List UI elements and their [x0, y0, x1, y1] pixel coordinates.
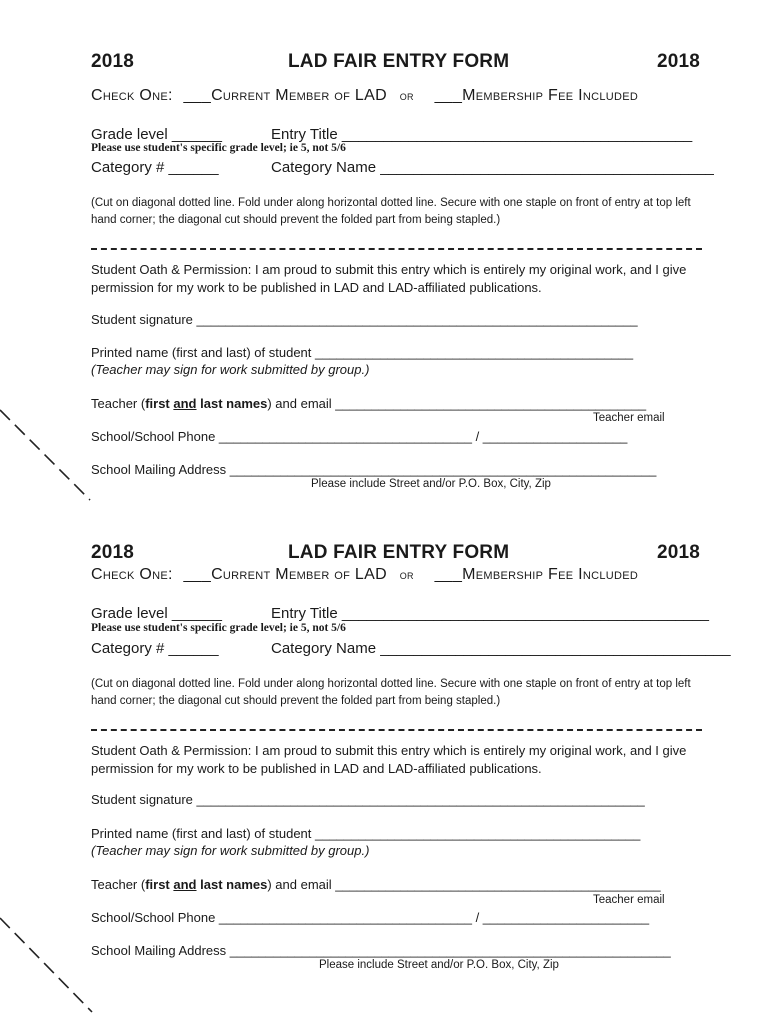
year-left: 2018 [91, 51, 135, 72]
teacher-last: last names [200, 396, 268, 411]
student-oath: Student Oath & Permission: I am proud to submit this entry which is entirely my original work, and I give permission for my work to be published in LAD and LAD-affiliated publications. [91, 262, 687, 295]
grade-level-field[interactable]: Grade level ______ [91, 605, 222, 622]
diagonal-cut-line [0, 910, 100, 1020]
teacher-first: first [145, 396, 170, 411]
student-signature-field[interactable]: Student signature _____________________________________________________________ [91, 312, 638, 327]
teacher-last: last names [200, 877, 268, 892]
mailing-address-field[interactable]: School Mailing Address ___________________________________________________________ [91, 462, 657, 477]
form-title: LAD FAIR ENTRY FORM [288, 51, 510, 72]
teacher-name-email-field[interactable] [91, 877, 661, 892]
membership-fee-option[interactable]: ___Membership Fee Included [434, 87, 639, 104]
category-name-field[interactable]: Category Name ________________________________________ [271, 159, 714, 176]
grade-level-note: Please use student's specific grade level; ie 5, not 5/6 [91, 622, 346, 634]
address-note: Please include Street and/or P.O. Box, City, Zip [311, 478, 551, 490]
or-label: or [399, 88, 414, 103]
form-title: LAD FAIR ENTRY FORM [288, 542, 510, 563]
teacher-suffix: ) and email ___________________________________________ [267, 396, 647, 411]
teacher-suffix: ) and email _____________________________________________ [267, 877, 661, 892]
teacher-sign-note: (Teacher may sign for work submitted by group.) [91, 362, 370, 377]
category-number-field[interactable]: Category # ______ [91, 640, 219, 657]
student-oath: Student Oath & Permission: I am proud to submit this entry which is entirely my original work, and I give permission for my work to be published in LAD and LAD-affiliated publications. [91, 743, 687, 776]
fold-line [91, 729, 702, 731]
printed-name-field[interactable]: Printed name (first and last) of student _____________________________________________ [91, 826, 641, 841]
school-phone-field[interactable]: School/School Phone ___________________________________ / _______________________ [91, 910, 650, 925]
teacher-email-label: Teacher email [593, 412, 665, 424]
check-one-label: Check One: [91, 566, 173, 583]
year-left: 2018 [91, 542, 135, 563]
grade-level-field[interactable]: Grade level ______ [91, 126, 222, 143]
teacher-email-label: Teacher email [593, 894, 665, 906]
cut-instructions: (Cut on diagonal dotted line. Fold under along horizontal dotted line. Secure with one staple on front of entry at top left hand corner; the diagonal cut should prevent the folded part from being stapled.) [91, 678, 691, 707]
mailing-address-field[interactable]: School Mailing Address _____________________________________________________________ [91, 943, 671, 958]
current-member-option[interactable]: ___Current Member of LAD [183, 87, 387, 104]
teacher-and: and [173, 877, 197, 892]
year-right: 2018 [657, 51, 701, 72]
teacher-sign-note: (Teacher may sign for work submitted by group.) [91, 843, 370, 858]
grade-level-note: Please use student's specific grade level; ie 5, not 5/6 [91, 142, 346, 154]
check-one-row [91, 566, 638, 584]
teacher-first: first [145, 877, 170, 892]
category-name-field[interactable]: Category Name __________________________________________ [271, 640, 731, 657]
check-one-label: Check One: [91, 87, 173, 104]
address-note: Please include Street and/or P.O. Box, City, Zip [319, 959, 559, 971]
teacher-and: and [173, 396, 197, 411]
printed-name-field[interactable]: Printed name (first and last) of student ____________________________________________ [91, 345, 634, 360]
student-signature-field[interactable]: Student signature ______________________________________________________________ [91, 792, 645, 807]
entry-title-field[interactable]: Entry Title ____________________________________________ [271, 605, 709, 622]
or-label: or [399, 567, 414, 582]
current-member-option[interactable]: ___Current Member of LAD [183, 566, 387, 583]
cut-instructions: (Cut on diagonal dotted line. Fold under along horizontal dotted line. Secure with one staple on front of entry at top left hand corner; the diagonal cut should prevent the folded part from being stapled.) [91, 197, 691, 226]
membership-fee-option[interactable]: ___Membership Fee Included [434, 566, 639, 583]
entry-title-field[interactable]: Entry Title __________________________________________ [271, 126, 693, 143]
teacher-prefix: Teacher ( [91, 877, 146, 892]
school-phone-field[interactable]: School/School Phone ___________________________________ / ____________________ [91, 429, 628, 444]
category-number-field[interactable]: Category # ______ [91, 159, 219, 176]
teacher-prefix: Teacher ( [91, 396, 146, 411]
year-right: 2018 [657, 542, 701, 563]
